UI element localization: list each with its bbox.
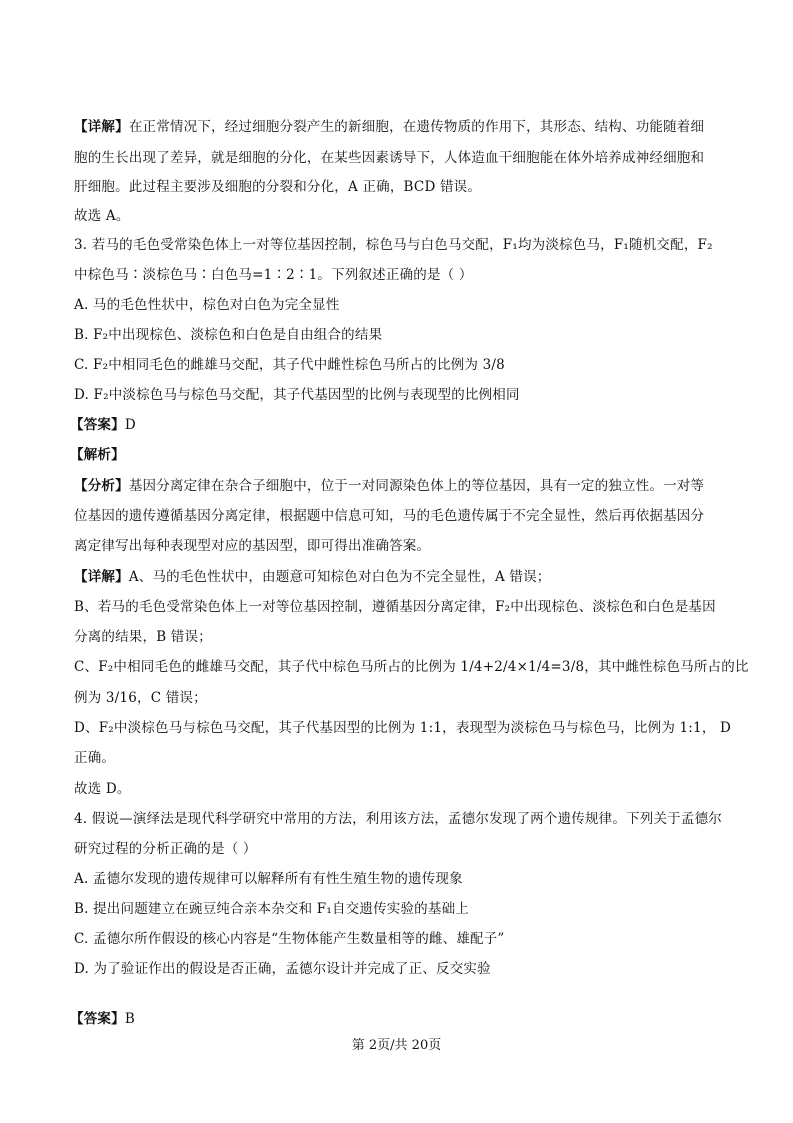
text-line — [74, 178, 481, 196]
line-text: D. F₂中淡棕色马与棕色马交配，其子代基因型的比例与表现型的比例相同 — [74, 387, 520, 403]
text-line — [74, 236, 713, 254]
line-text: 在正常情况下，经过细胞分裂产生的新细胞，在遗传物质的作用下，其形态、结构、功能随着细 — [128, 119, 705, 135]
section-tag: 【详解】 — [74, 119, 129, 135]
text-line — [74, 326, 382, 344]
line-text: C. F₂中相同毛色的雌雄马交配，其子代中雌性棕色马所占的比例为 3/8 — [74, 357, 505, 373]
section-tag: 【分析】 — [74, 478, 129, 494]
text-line — [74, 689, 207, 707]
line-text: 故选 A。 — [74, 208, 130, 224]
text-line — [70, 446, 125, 464]
line-text: 胞的生长出现了差异，就是细胞的分化，在某些因素诱导下，人体造血干细胞能在体外培养成神经细胞和 — [74, 150, 705, 166]
line-text: 分离的结果，B 错误； — [74, 629, 212, 645]
line-text: D. 为了验证作出的假设是否正确，孟德尔设计并完成了正、反交实验 — [74, 961, 491, 977]
text-line — [74, 266, 473, 284]
line-text: B — [124, 1011, 135, 1027]
text-line — [74, 537, 430, 555]
section-tag: 【解析】 — [70, 447, 125, 463]
text-line — [74, 207, 130, 225]
line-text: 离定律写出每种表现型对应的基因型，即可得出准确答案。 — [74, 538, 431, 554]
line-text: A. 孟德尔发现的遗传规律可以解释所有有性生殖生物的遗传现象 — [74, 871, 463, 887]
text-line — [74, 960, 491, 978]
text-line — [74, 356, 505, 374]
line-text: B. 提出问题建立在豌豆纯合亲本杂交和 F₁自交遗传实验的基础上 — [74, 901, 469, 917]
text-line — [70, 1010, 135, 1028]
line-text: 中棕色马∶淡棕色马∶白色马=1∶2∶1。下列叙述正确的是（ ） — [74, 267, 473, 283]
line-text: 3. 若马的毛色受常染色体上一对等位基因控制，棕色马与白色马交配，F₁均为淡棕色马，F₁随机交配，F₂ — [74, 237, 713, 253]
text-line — [74, 149, 704, 167]
text-line — [74, 296, 340, 314]
text-line — [74, 628, 212, 646]
text-line — [74, 870, 463, 888]
text-line — [74, 568, 551, 586]
line-text: B. F₂中出现棕色、淡棕色和白色是自由组合的结果 — [74, 327, 383, 343]
line-text: 基因分离定律在杂合子细胞中，位于一对同源染色体上的等位基因，具有一定的独立性。一对等 — [128, 478, 705, 494]
text-line — [74, 900, 469, 918]
section-tag: 【答案】 — [70, 1011, 125, 1027]
section-tag: 【详解】 — [74, 569, 129, 585]
line-text: D — [124, 417, 136, 433]
page-footer: 第 2页/共 20页 — [351, 1038, 442, 1053]
line-text: C、F₂中相同毛色的雌雄马交配，其子代中棕色马所占的比例为 1/4+2/4×1/4=3/8，其中雌性棕色马所占的比 — [74, 659, 749, 675]
text-line — [74, 507, 704, 525]
text-line — [70, 416, 136, 434]
text-line — [74, 749, 115, 767]
text-line — [74, 477, 704, 495]
line-text: C. 孟德尔所作假设的核心内容是“生物体能产生数量相等的雌、雄配子” — [74, 931, 505, 947]
text-line — [74, 118, 704, 136]
text-line — [74, 658, 749, 676]
text-line — [74, 810, 722, 828]
line-text: 4. 假说—演绎法是现代科学研究中常用的方法，利用该方法，孟德尔发现了两个遗传规律。下列关于孟德尔 — [74, 811, 722, 827]
text-line — [74, 930, 505, 948]
line-text: A、马的毛色性状中，由题意可知棕色对白色为不完全显性，A 错误； — [128, 569, 551, 585]
text-line — [74, 840, 257, 858]
line-text: A. 马的毛色性状中，棕色对白色为完全显性 — [74, 297, 340, 313]
text-line — [74, 598, 716, 616]
text-line — [74, 719, 731, 737]
line-text: 正确。 — [74, 750, 116, 766]
line-text: D、F₂中淡棕色马与棕色马交配，其子代基因型的比例为 1:1，表现型为淡棕色马与棕色马，比例为 1:1， D — [74, 720, 732, 736]
line-text: B、若马的毛色受常染色体上一对等位基因控制，遵循基因分离定律，F₂中出现棕色、淡棕色和白色是基因 — [74, 599, 716, 615]
text-line — [74, 780, 131, 798]
line-text: 故选 D。 — [74, 781, 131, 797]
line-text: 研究过程的分析正确的是（ ） — [74, 841, 257, 857]
line-text: 位基因的遗传遵循基因分离定律，根据题中信息可知，马的毛色遗传属于不完全显性，然后再依据基因分 — [74, 508, 705, 524]
text-line — [74, 386, 520, 404]
line-text: 例为 3/16，C 错误； — [74, 690, 207, 706]
section-tag: 【答案】 — [70, 417, 125, 433]
line-text: 肝细胞。此过程主要涉及细胞的分裂和分化，A 正确，BCD 错误。 — [74, 179, 482, 195]
